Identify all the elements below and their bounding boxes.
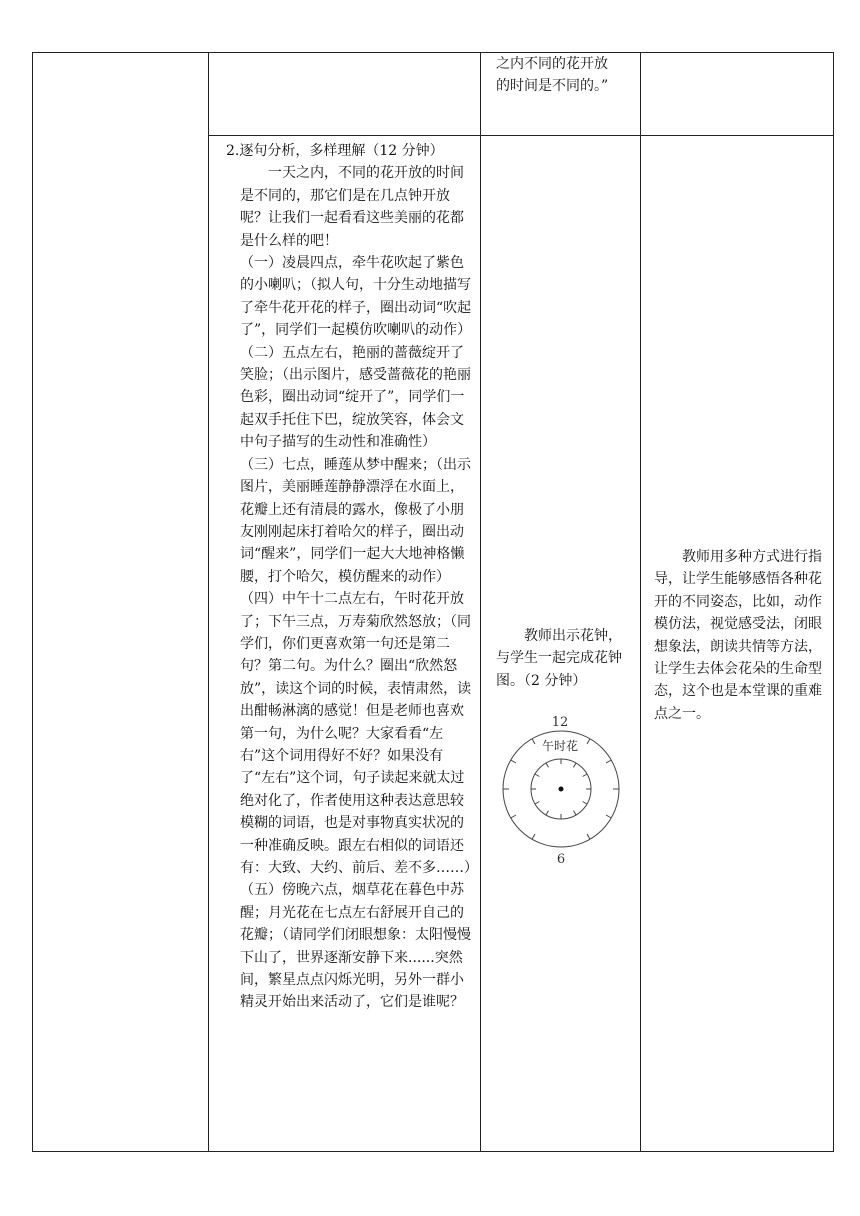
teacher-activity-text: 教师出示花钟，与学生一起完成花钟图。（2 分钟） (496, 628, 622, 689)
column-divider-1 (208, 52, 209, 1152)
clock-tick (574, 811, 577, 815)
table-left-border (32, 52, 33, 1152)
column-divider-2 (480, 52, 481, 1152)
design-intent (654, 546, 826, 725)
clock-tick (587, 834, 590, 839)
content-paragraph-4: （四）中午十二点左右，午时花开放了；下午三点，万寿菊欣然怒放；（同学们，你们更喜欢第一句还是第二句？第二句。为什么？圈出“欣然怒放”，读这个词的时候，表情肃然，读出酣畅淋漓的感觉！但是老师也喜欢第一句，为什么呢？大家看看“左右”这个词用得好不好？如果没有了“左右”这个词，句子读起来就太过绝对化了，作者使用这种表达意思较模糊的词语，也是对事物真实状况的一种准确反映。跟左右相似的词语还有：大致、大约、前后、差不多……） (240, 591, 478, 876)
content-paragraph-1: （一）凌晨四点，牵牛花吹起了紫色的小喇叭；（拟人句，十分生动地描写了牵牛花开花的样子，圈出动词“吹起了”，同学们一起模仿吹喇叭的动作） (240, 255, 472, 339)
clock-tick (511, 760, 516, 763)
content-paragraph-2: （二）五点左右，艳丽的蔷薇绽开了笑脸；（出示图片，感受蔷薇花的艳丽色彩，圈出动词“绽开了”，同学们一起双手托住下巴，绽放笑容，体会文中句子描写的生动性和准确性） (240, 344, 471, 451)
clock-tick (532, 739, 535, 744)
content-paragraph-intro: 一天之内，不同的花开放的时间是不同的，那它们是在几点钟开放呢？让我们一起看看这些美丽的花都是什么样的吧！ (240, 165, 464, 249)
content-paragraph-5: （五）傍晚六点，烟草花在暮色中苏醒；月光花在七点左右舒展开自己的花瓣；（请同学们闭眼想象：太阳慢慢下山了，世界逐渐安静下来......突然间，繁星点点闪烁光明，另外一群小精灵开始出来活动了，它们是谁呢？ (240, 882, 471, 1011)
clock-tick (606, 760, 611, 763)
clock-tick (532, 834, 535, 839)
lesson-content (226, 140, 478, 1014)
content-paragraph-3: （三）七点，睡莲从梦中醒来；（出示图片，美丽睡莲静静漂浮在水面上，花瓣上还有清晨的露水，像极了小朋友刚刚起床打着哈欠的样子，圈出动词“醒来”，同学们一起大大地神格懒腰，打个哈欠，模仿醒来的动作） (240, 456, 471, 585)
clock-tick (535, 802, 539, 805)
table-right-border (833, 52, 834, 1152)
section-heading: 2.逐句分析，多样理解（12 分钟） (226, 143, 444, 159)
row1-teacher-activity (496, 53, 632, 98)
table-top-border (32, 52, 834, 53)
column-divider-3 (640, 52, 641, 1152)
clock-tick (587, 739, 590, 744)
clock-tick (583, 774, 587, 777)
clock-tick (546, 811, 549, 815)
clock-tick (583, 802, 587, 805)
row1-line-2: 的时间是不同的。” (496, 78, 609, 95)
clock-number-6: 6 (556, 852, 566, 867)
clock-number-12: 12 (551, 715, 569, 730)
teacher-activity (496, 625, 632, 692)
row-divider (208, 135, 834, 136)
clock-tick (535, 774, 539, 777)
design-intent-text: 教师用多种方式进行指导，让学生能够感悟各种花开的不同姿态，比如，动作模仿法，视觉感受法，闭眼想象法，朗读共情等方法，让学生去体会花朵的生命型态，这个也是本堂课的重难点之一。 (654, 549, 822, 722)
row1-line-1: 之内不同的花开放 (496, 56, 608, 72)
clock-tick (606, 815, 611, 818)
table-bottom-border (32, 1151, 834, 1152)
clock-label: 午时花 (541, 739, 579, 753)
clock-tick (546, 763, 549, 767)
clock-tick (511, 815, 516, 818)
clock-center-dot (559, 787, 564, 792)
clock-tick (574, 763, 577, 767)
flower-clock-figure (493, 712, 629, 868)
